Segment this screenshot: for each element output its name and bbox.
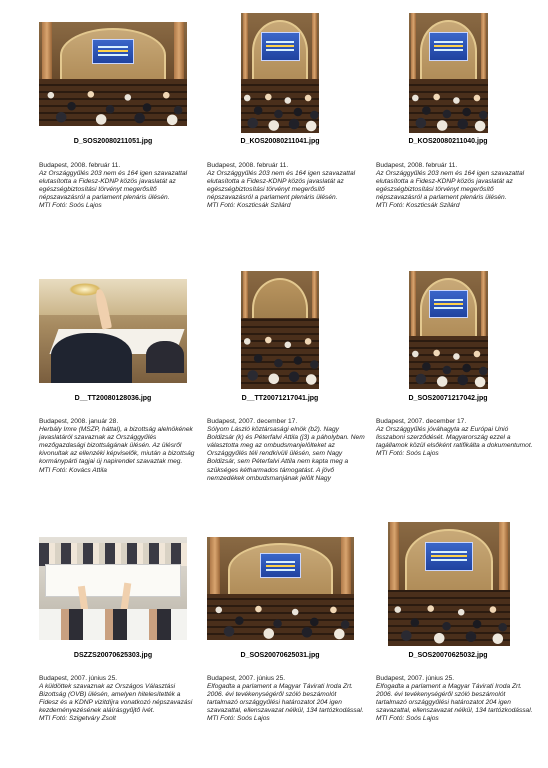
photo-caption-1: [39, 162, 199, 211]
photo-credit: MTI Fotó: Soós Lajos: [376, 715, 439, 723]
photo-caption-9: [376, 675, 536, 724]
photo-date: Budapest, 2007. december 17.: [207, 418, 298, 425]
photo-filename: D__TT20071217041.jpg: [241, 395, 319, 402]
photo-caption-2: [207, 162, 367, 211]
photo-thumbnail-8[interactable]: [207, 537, 354, 640]
photo-description: Az Országgyűlés 203 nem és 164 igen szavazattal elutasította a Fidesz-KDNP közös javaslatát az egészségbiztosítási törvényt megerősítő népszavazásról a parlament plenáris ülésén.: [207, 170, 356, 202]
photo-description: Elfogadta a parlament a Magyar Távirati Iroda Zrt. 2006. évi tevékenységéről szóló beszámolót tartalmazó országgyűlési határozatot 204 igen szavazattal, ellenszavazat nélkül, 134 tartózkodással.: [207, 683, 364, 715]
photo-description: Sólyom László köztársasági elnök (b2). Nagy Boldizsár (k) és Péterfalvi Attila (j3) a páholyban. Nem választotta meg az ombudsmanjelölteket az Országgyűlés téli rendkívüli ülésén, sem Nagy Boldizsár, sem Péterfalvi Attila nem kapta meg a szükséges kétharmados támogatást. A jövő nemzedékek ombudsmanjának jelölt Nagy: [207, 426, 365, 482]
photo-date: Budapest, 2008. február 11.: [39, 162, 121, 169]
photo-credit: MTI Fotó: Soós Lajos: [376, 450, 439, 458]
photo-date: Budapest, 2007. június 25.: [39, 675, 118, 682]
photo-date: Budapest, 2007. június 25.: [376, 675, 455, 682]
photo-caption-7: [39, 675, 199, 724]
photo-filename: D__TT20080128036.jpg: [74, 395, 152, 402]
photo-credit: MTI Fotó: Szigetváry Zsolt: [39, 715, 116, 723]
photo-date: Budapest, 2007. június 25.: [207, 675, 286, 682]
photo-description: A küldöttek szavaznak az Országos Választási Bizottság (OVB) ülésén, amelyen hitelesítették a Fidesz és a KDNP vizitdíjra vonatkozó népszavazási kezdeményezésének aláírásgyűjtő ívét.: [39, 683, 193, 715]
photo-date: Budapest, 2008. február 11.: [376, 162, 458, 169]
photo-filename: DSZZS20070625303.jpg: [73, 652, 153, 659]
photo-credit: MTI Fotó: Kovács Attila: [39, 466, 107, 474]
photo-credit: MTI Fotó: Koszticsák Szilárd: [207, 202, 291, 210]
photo-date: Budapest, 2008. február 11.: [207, 162, 289, 169]
photo-caption-6: [376, 418, 536, 458]
photo-filename: D_SOS20071217042.jpg: [408, 395, 488, 402]
photo-thumbnail-5[interactable]: [241, 271, 319, 389]
photo-thumbnail-1[interactable]: [39, 22, 187, 126]
photo-credit: MTI Fotó: Soós Lajos: [207, 715, 270, 723]
photo-thumbnail-3[interactable]: [409, 13, 488, 133]
photo-credit: MTI Fotó: Koszticsák Szilárd: [376, 202, 460, 210]
photo-filename: D_SOS20070625031.jpg: [240, 652, 320, 659]
photo-description: Elfogadta a parlament a Magyar Távirati Iroda Zrt. 2006. évi tevékenységéről szóló beszámolót tartalmazó országgyűlési határozatot 204 igen szavazattal, ellenszavazat nélkül, 134 tartózkodással.: [376, 683, 533, 715]
photo-date: Budapest, 2008. január 28.: [39, 418, 119, 425]
photo-caption-8: [207, 675, 367, 724]
photo-thumbnail-7[interactable]: [39, 537, 187, 640]
photo-thumbnail-9[interactable]: [388, 522, 510, 646]
photo-caption-4: [39, 418, 199, 475]
photo-filename: D_KOS20080211041.jpg: [240, 138, 320, 145]
photo-description: Az Országgyűlés jóváhagyta az Európai Unió lisszaboni szerződését. Magyarország ezzel a tagállamok közül elsőként ratifikálta a dokumentumot.: [376, 426, 533, 450]
photo-description: Az Országgyűlés 203 nem és 164 igen szavazattal elutasította a Fidesz-KDNP közös javaslatát az egészségbiztosítási törvényt megerősítő népszavazásról a parlament plenáris ülésén.: [376, 170, 525, 202]
photo-caption-5: [207, 418, 367, 483]
photo-filename: D_SOS20080211051.jpg: [73, 138, 153, 145]
photo-description: Herbály Imre (MSZP, háttal), a bizottság alelnökének javaslatáról szavaznak az Országgyűlés mezőgazdasági bizottságának ülésén. Az ülésről kivonultak az ellenzéki képviselők, miután a bizottság kormánypárti tagjai új napirendet szavaztak meg.: [39, 426, 195, 466]
photo-filename: D_KOS20080211040.jpg: [408, 138, 488, 145]
photo-thumbnail-6[interactable]: [409, 271, 488, 389]
photo-date: Budapest, 2007. december 17.: [376, 418, 467, 425]
photo-caption-3: [376, 162, 536, 211]
photo-description: Az Országgyűlés 203 nem és 164 igen szavazattal elutasította a Fidesz-KDNP közös javaslatát az egészségbiztosítási törvényt megerősítő népszavazásról a parlament plenáris ülésén.: [39, 170, 188, 202]
photo-thumbnail-2[interactable]: [241, 13, 319, 133]
photo-filename: D_SOS20070625032.jpg: [408, 652, 488, 659]
photo-thumbnail-4[interactable]: [39, 279, 187, 383]
photo-credit: MTI Fotó: Soós Lajos: [39, 202, 102, 210]
